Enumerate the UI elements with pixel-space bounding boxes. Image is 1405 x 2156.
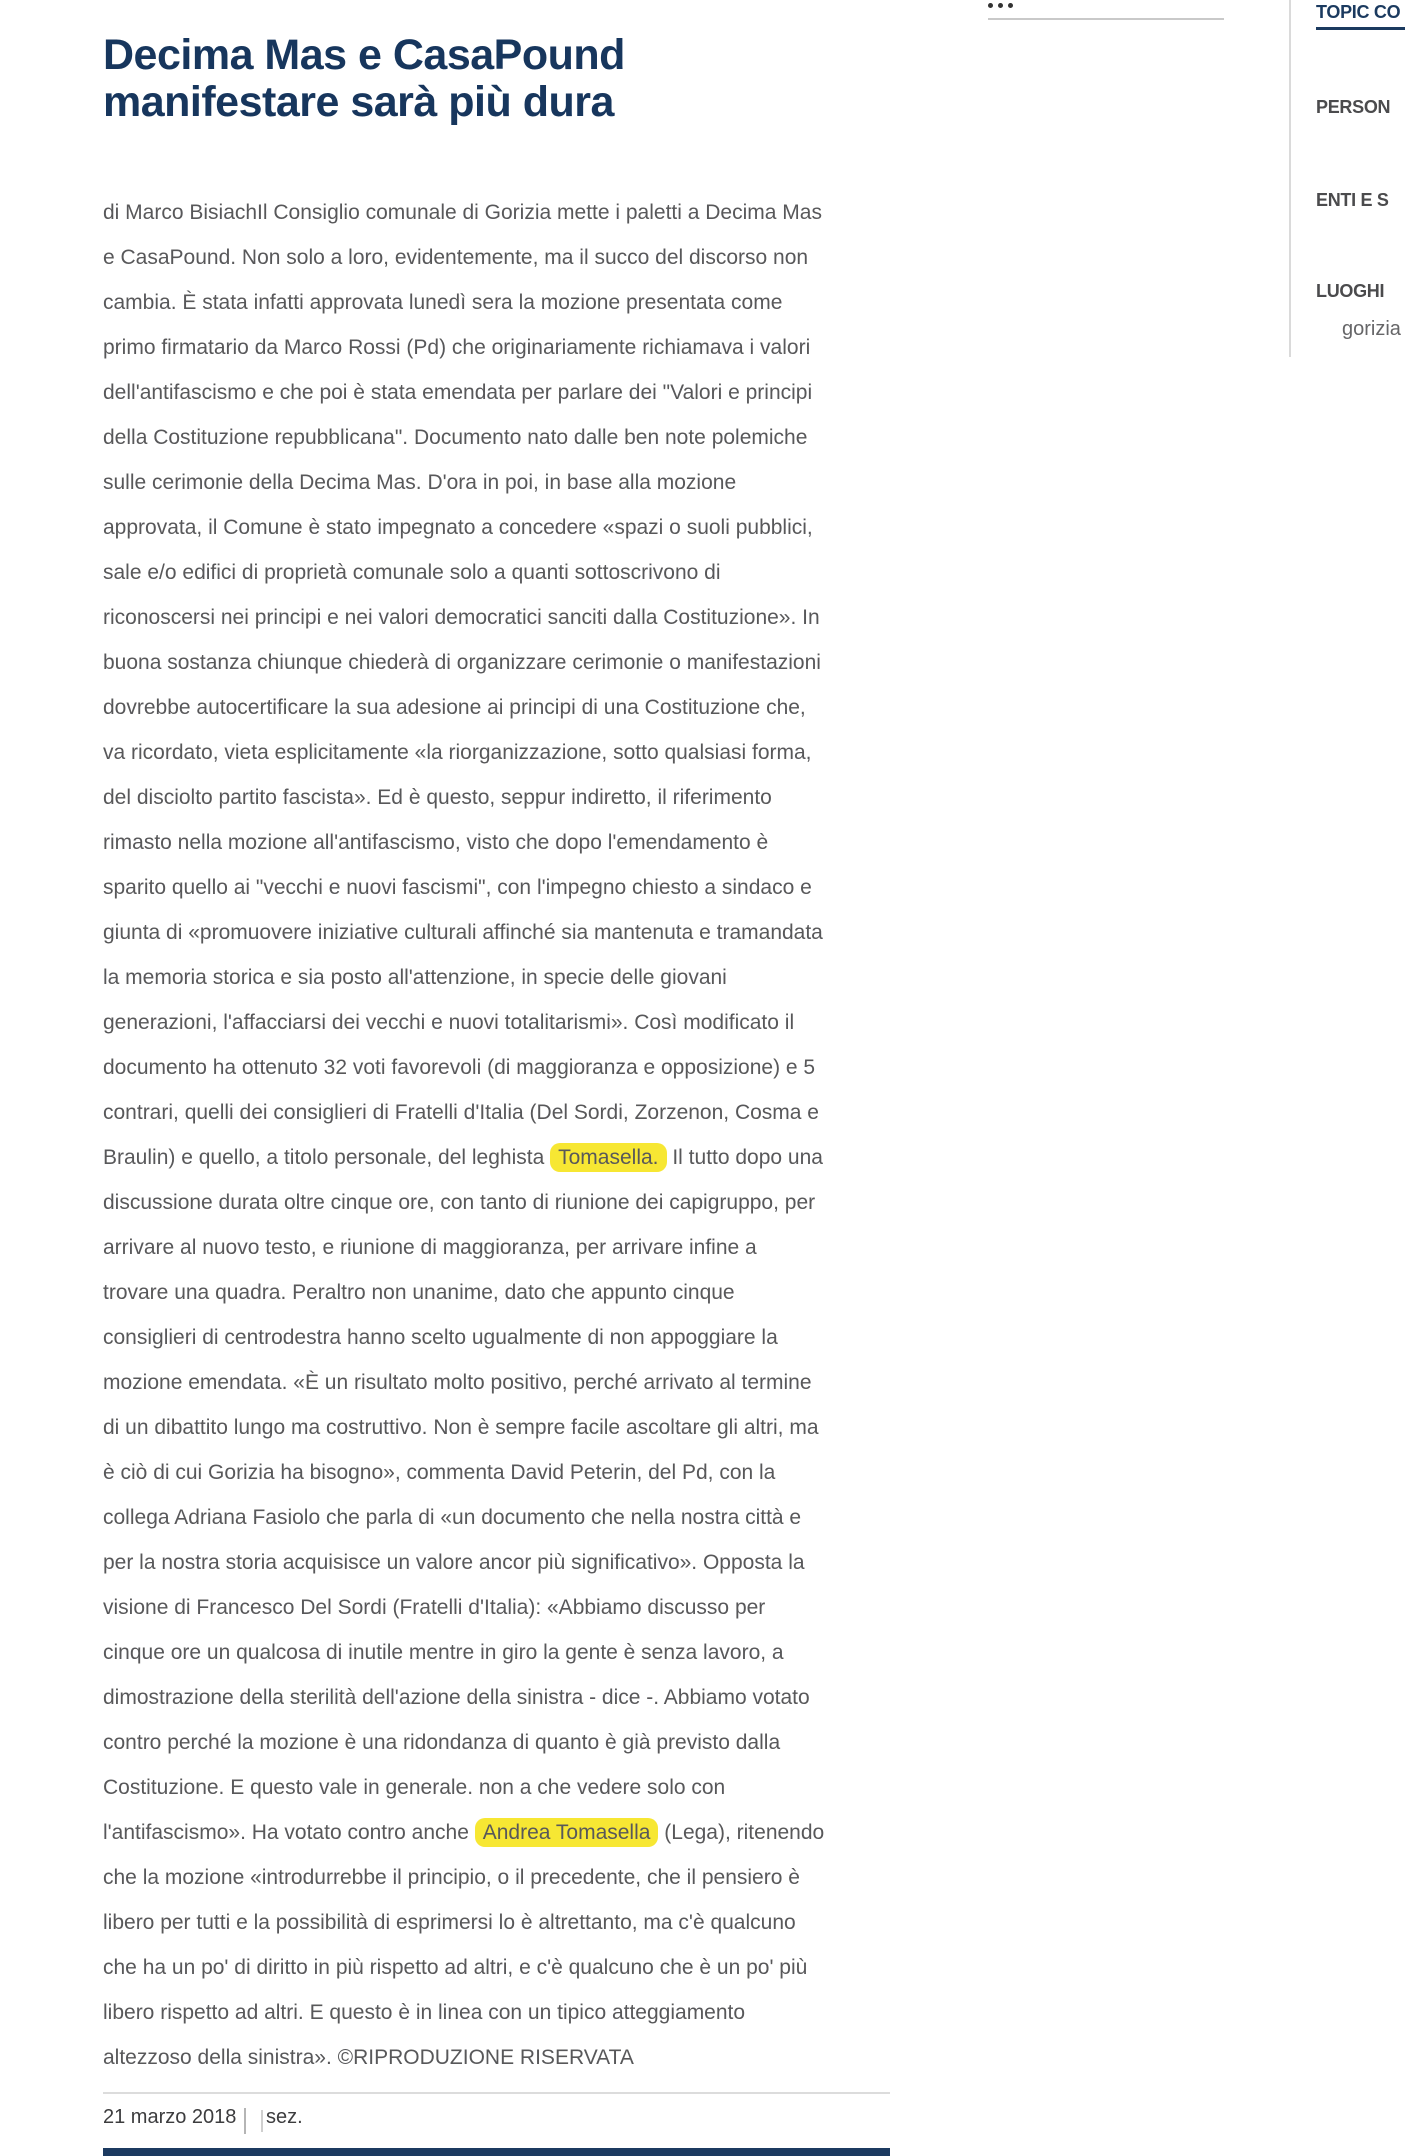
- article-line: dovrebbe autocertificare la sua adesione ai principi di una Costituzione che,: [103, 696, 806, 719]
- article-line: Braulin) e quello, a titolo personale, del leghista Tomasella. Il tutto dopo una: [103, 1135, 903, 1180]
- article-line: arrivare al nuovo testo, e riunione di maggioranza, per arrivare infine a: [103, 1236, 757, 1259]
- sidebar-heading-enti: ENTI E S: [1316, 190, 1389, 210]
- article-line: approvata, il Comune è stato impegnato a concedere «spazi o suoli pubblici,: [103, 516, 813, 539]
- article-line: libero rispetto ad altri. E questo è in linea con un tipico atteggiamento: [103, 2001, 746, 2024]
- ellipsis-dot-icon: [998, 3, 1003, 8]
- article-line: e CasaPound. Non solo a loro, evidentemente, ma il succo del discorso non: [103, 246, 809, 269]
- ellipsis-dot-icon: [988, 3, 993, 8]
- article-line: generazioni, l'affacciarsi dei vecchi e nuovi totalitarismi». Così modificato il: [103, 1011, 795, 1034]
- article-title-line-2: manifestare sarà più dura: [103, 78, 614, 126]
- article-line: contrari, quelli dei consiglieri di Fratelli d'Italia (Del Sordi, Zorzenon, Cosma e: [103, 1101, 819, 1124]
- toolbar-divider: [988, 18, 1224, 20]
- article-line: la memoria storica e sia posto all'attenzione, in specie delle giovani: [103, 966, 727, 989]
- article-line: cinque ore un qualcosa di inutile mentre in giro la gente è senza lavoro, a: [103, 1641, 784, 1664]
- sidebar-divider: [1289, 0, 1291, 357]
- article-line: va ricordato, vieta esplicitamente «la riorganizzazione, sotto qualsiasi forma,: [103, 741, 812, 764]
- article-line: altezzoso della sinistra». ©RIPRODUZIONE RISERVATA: [103, 2046, 634, 2069]
- article-line: che ha un po' di diritto in più rispetto ad altri, e c'è qualcuno che è un po' più: [103, 1956, 808, 1979]
- article-line: visione di Francesco Del Sordi (Fratelli d'Italia): «Abbiamo discusso per: [103, 1596, 766, 1619]
- article-date: 21 marzo 2018: [103, 2106, 237, 2128]
- article-line: libero per tutti e la possibilità di esprimersi lo è altrettanto, ma c'è qualcuno: [103, 1911, 796, 1934]
- article-line: giunta di «promuovere iniziative culturali affinché sia mantenuta e tramandata: [103, 921, 823, 944]
- article-line: sparito quello ai "vecchi e nuovi fascismi", con l'impegno chiesto a sindaco e: [103, 876, 812, 899]
- article-line: primo firmatario da Marco Rossi (Pd) che originariamente richiamava i valori: [103, 336, 811, 359]
- article-line: cambia. È stata infatti approvata lunedì sera la mozione presentata come: [103, 291, 783, 314]
- bottom-bar: [103, 2148, 890, 2156]
- article-body: [103, 190, 903, 2080]
- sidebar-heading-underline: [1316, 27, 1405, 30]
- article-title-line-1: Decima Mas e CasaPound: [103, 31, 625, 79]
- article-line: discussione durata oltre cinque ore, con tanto di riunione dei capigruppo, per: [103, 1191, 816, 1214]
- sidebar-heading-persone: PERSON: [1316, 97, 1391, 117]
- article-section-label: sez.: [266, 2106, 303, 2128]
- article-line: documento ha ottenuto 32 voti favorevoli (di maggioranza e opposizione) e 5: [103, 1056, 816, 1079]
- article-line: l'antifascismo». Ha votato contro anche Andrea Tomasella (Lega), ritenendo: [103, 1810, 903, 1855]
- article-line: di un dibattito lungo ma costruttivo. Non è sempre facile ascoltare gli altri, ma: [103, 1416, 819, 1439]
- article-line: buona sostanza chiunque chiederà di organizzare cerimonie o manifestazioni: [103, 651, 821, 674]
- sidebar-tag-gorizia[interactable]: gorizia: [1342, 318, 1401, 340]
- article-line: mozione emendata. «È un risultato molto positivo, perché arrivato al termine: [103, 1371, 812, 1394]
- article-line: rimasto nella mozione all'antifascismo, visto che dopo l'emendamento è: [103, 831, 769, 854]
- article-line: contro perché la mozione è una ridondanza di quanto è già previsto dalla: [103, 1731, 781, 1754]
- article-line: dimostrazione della sterilità dell'azione della sinistra - dice -. Abbiamo votato: [103, 1686, 810, 1709]
- sidebar-heading-topic: TOPIC CO: [1316, 2, 1401, 22]
- article-line: dell'antifascismo e che poi è stata emendata per parlare dei "Valori e principi: [103, 381, 813, 404]
- entity-highlight[interactable]: Tomasella.: [550, 1143, 666, 1172]
- ellipsis-dot-icon: [1008, 3, 1013, 8]
- more-options-button[interactable]: [988, 3, 1013, 8]
- footer-separator: [244, 2108, 246, 2134]
- entity-highlight[interactable]: Andrea Tomasella: [475, 1818, 659, 1847]
- article-line: di Marco BisiachIl Consiglio comunale di Gorizia mette i paletti a Decima Mas: [103, 201, 822, 224]
- article-line: è ciò di cui Gorizia ha bisogno», commenta David Peterin, del Pd, con la: [103, 1461, 776, 1484]
- sidebar-heading-luoghi: LUOGHI: [1316, 281, 1385, 301]
- footer-separator: [261, 2110, 263, 2132]
- article-line: consiglieri di centrodestra hanno scelto ugualmente di non appoggiare la: [103, 1326, 778, 1349]
- article-line: sale e/o edifici di proprietà comunale solo a quanti sottoscrivono di: [103, 561, 721, 584]
- footer-divider: [103, 2092, 890, 2094]
- article-line: riconoscersi nei principi e nei valori democratici sanciti dalla Costituzione». In: [103, 606, 820, 629]
- article-line: Costituzione. E questo vale in generale. non a che vedere solo con: [103, 1776, 726, 1799]
- article-line: del disciolto partito fascista». Ed è questo, seppur indiretto, il riferimento: [103, 786, 772, 809]
- article-line: collega Adriana Fasiolo che parla di «un documento che nella nostra città e: [103, 1506, 802, 1529]
- article-line: sulle cerimonie della Decima Mas. D'ora in poi, in base alla mozione: [103, 471, 737, 494]
- article-line: per la nostra storia acquisisce un valore ancor più significativo». Opposta la: [103, 1551, 805, 1574]
- article-line: trovare una quadra. Peraltro non unanime, dato che appunto cinque: [103, 1281, 735, 1304]
- article-line: che la mozione «introdurrebbe il principio, o il precedente, che il pensiero è: [103, 1866, 800, 1889]
- article-line: della Costituzione repubblicana". Documento nato dalle ben note polemiche: [103, 426, 808, 449]
